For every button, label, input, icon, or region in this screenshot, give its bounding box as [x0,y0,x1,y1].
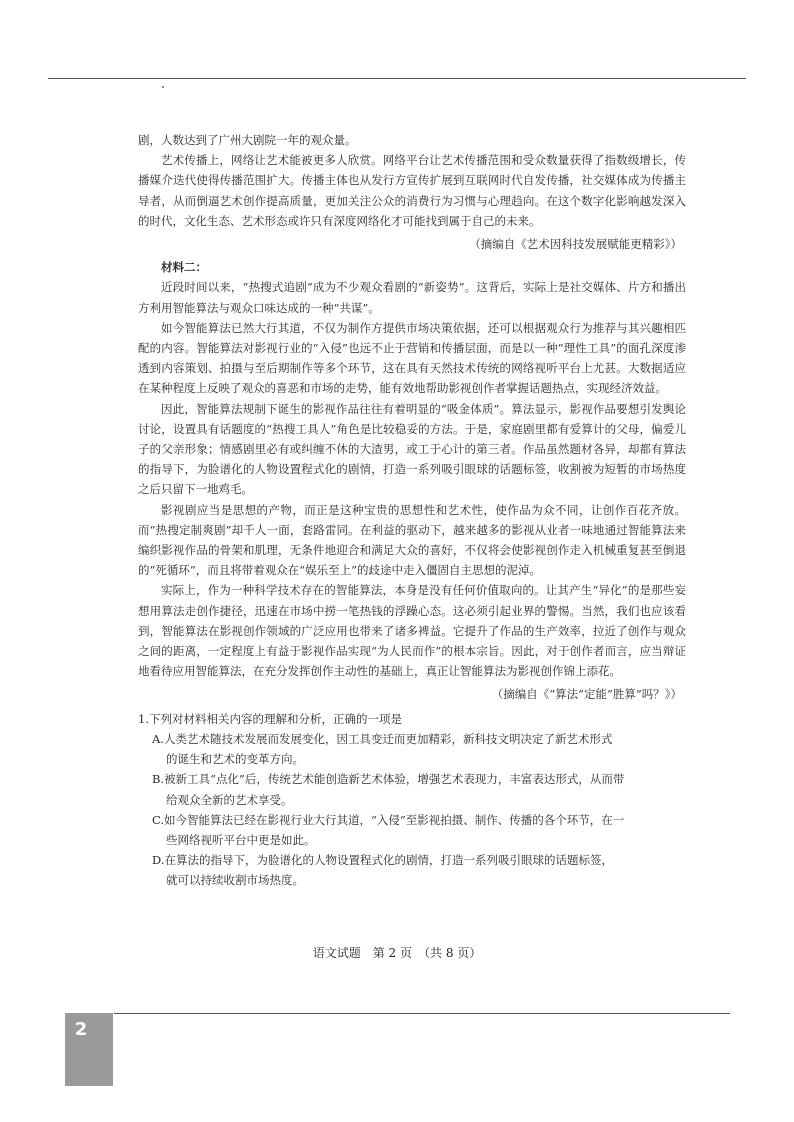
question-1-option-a-cont: 的诞生和艺术的变革方向。 [166,752,304,767]
bottom-rule [114,1013,730,1014]
question-1-option-c-cont: 些网络视听平台中更是如此。 [166,832,316,847]
question-1-option-c: C.如今智能算法已经在影视行业大行其道，“入侵”至影视拍摄、制作、传播的各个环节，在一 [152,812,625,827]
question-1-option-a: A.人类艺术随技术发展而发展变化，因工具变迁而更加精彩，新科技文明决定了新艺术形式 [152,731,613,746]
scan-speck [162,86,164,88]
material2-paragraph: 近段时间以来，“热搜式追剧”成为不少观众看剧的“新姿势”。这背后，实际上是社交媒体、片方和播出方利用智能算法与观众口味达成的一种“共谋”。 [138,280,686,315]
material1-source: （摘编自《艺术因科技发展赋能更精彩》） [469,237,682,252]
page-number: 2 [74,1019,88,1040]
material2-paragraph: 实际上，作为一种科学技术存在的智能算法，本身是没有任何价值取向的。让其产生“异化”的是那些妄想用算法走创作捷径，迅速在市场中捞一笔热钱的浮躁心态。这必须引起业界的警惕。当然，我们也应该看到，智能算法在影视创作领域的广泛应用也带来了诸多裨益。它提升了作品的生产效率，拉近了创作与观众之间的距离，一定程度上有益于影视作品实现“为人民而作”的根本宗旨。因此，对于创作者而言，应当辩证地看待应用智能算法，在充分发挥创作主动性的基础上，真正让智能算法为影视创作锦上添花。 [138,583,686,679]
material1-art-spread-paragraph: 艺术传播上，网络让艺术能被更多人欣赏。网络平台让艺术传播范围和受众数量获得了指数级增长，传播媒介迭代使得传播范围扩大。传播主体也从发行方宣传扩展到互联网时代自发传播，社交媒体成为传播主导者，从而倒逼艺术创作提高质量，更加关注公众的消费行为习惯与心理趋向。在这个数字化影响越发深入的时代，文化生态、艺术形态或许只有深度网络化才可能找到属于自己的未来。 [138,153,686,228]
material2-paragraph: 如今智能算法已然大行其道，不仅为制作方提供市场决策依据，还可以根据观众行为推荐与其兴趣相匹配的内容。智能算法对影视行业的“入侵”也远不止于营销和传播层面，而是以一种“理性工具”的面孔深度渗透到内容策划、拍摄与至后期制作等多个环节，这在具有天然技术传统的网络视听平台上尤甚。大数据适应在某种程度上反映了观众的喜恶和市场的走势，能有效地帮助影视创作者掌握话题热点，实现经济效益。 [138,320,686,396]
material2-heading: 材料二： [161,260,207,275]
page-body [138,130,686,891]
question-1-option-d-cont: 就可以持续收割市场热度。 [166,873,304,888]
top-rule [48,78,746,79]
question-1-option-b: B.被新工具“点化”后，传统艺术能创造新艺术体验，增强艺术表现力，丰富表达形式，从而带 [152,772,625,787]
material2-source: （摘编自《“算法”定能“胜算”吗？》） [491,687,682,702]
page-footer: 语文试题 第 2 页 （共 8 页） [312,946,482,960]
question-1-stem: 1.下列对材料相关内容的理解和分析，正确的一项是 [138,711,402,726]
material2-paragraph: 影视剧应当是思想的产物，而正是这种宝贵的思想性和艺术性，使作品为众不同，让创作百花齐放。而“热搜定制爽剧”却千人一面，套路雷同。在利益的驱动下，越来越多的影视从业者一味地通过智能算法来编织影视作品的骨架和肌理，无条件地迎合和满足大众的喜好，不仅将会使影视创作走入机械重复甚至倒退的“死循环”，而且将带着观众在“娱乐至上”的歧途中走入僵固自主思想的泥淖。 [138,502,686,578]
page-number-tab [65,1013,113,1086]
question-1-option-d: D.在算法的指导下，为脸谱化的人物设置程式化的剧情，打造一系列吸引眼球的话题标签， [152,853,613,868]
material1-tail-paragraph: 剧，人数达到了广州大剧院一年的观众量。 [138,133,357,147]
material2-paragraph: 因此，智能算法规制下诞生的影视作品往往有着明显的“吸金体质”。算法显示，影视作品要想引发舆论讨论，设置具有话题度的“热搜工具人”角色是比较稳妥的方法。于是，家庭剧里都有爱算计的父母，偏爱儿子的父亲形象；情感剧里必有或纠缠不休的大渣男，或工于心计的第三者。作品虽然题材各异，却都有算法的指导下，为脸谱化的人物设置程式化的剧情，打造一系列吸引眼球的话题标签，收割被为短暂的市场热度之后只留下一地鸡毛。 [138,401,686,497]
question-1-option-b-cont: 给观众全新的艺术享受。 [166,792,293,807]
